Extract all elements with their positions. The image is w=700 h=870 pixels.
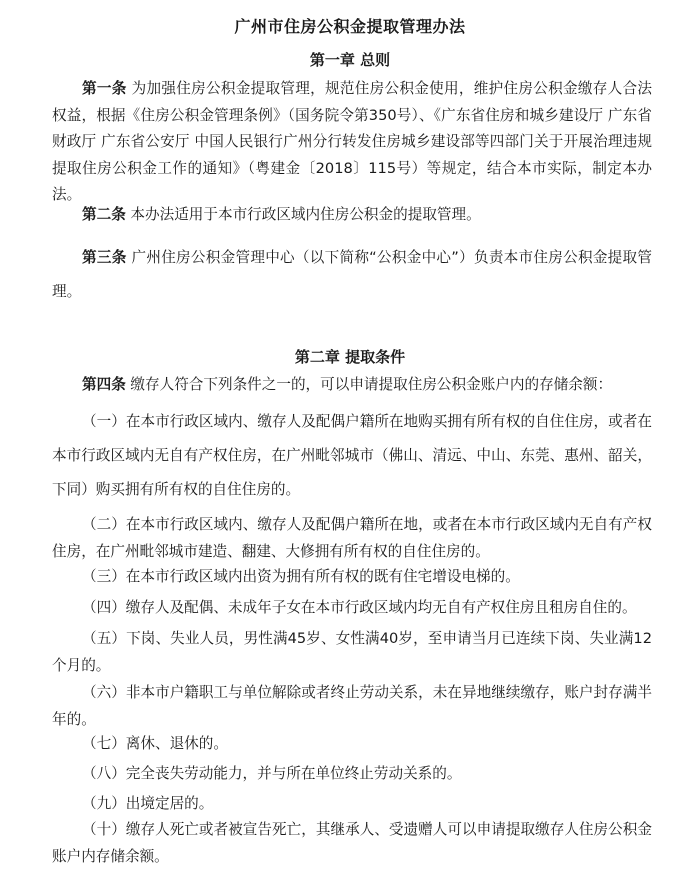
list-item: （六）非本市户籍职工与单位解除或者终止劳动关系，未在异地继续缴存，账户封存满半年的。 [52, 684, 652, 728]
chapter-2-heading: 第二章 提取条件 [294, 348, 406, 366]
list-item: （四）缴存人及配偶、未成年子女在本市行政区域内均无自有产权住房且租房自住的。 [82, 599, 637, 616]
list-item: （十）缴存人死亡或者被宣告死亡，其继承人、受遗赠人可以申请提取缴存人住房公积金账户内存储余额。 [52, 821, 652, 865]
article-2-text: 本办法适用于本市行政区域内住房公积金的提取管理。 [125, 206, 481, 223]
article-3-label: 第三条 [82, 249, 127, 266]
article-3 [52, 241, 652, 309]
article-1 [52, 76, 652, 209]
article-1-text: 为加强住房公积金提取管理，规范住房公积金使用，维护住房公积金缴存人合法权益，根据《住房公积金管理条例》（国务院令第350号）、《广东省住房和城乡建设厅 广东省财政厅 广东省公安厅 中国人民银行广州分行转发住房城乡建设部等四部门关于开展治理违规提取住房公积金工作的通知》（粤建金〔2018〕115号）等规定，结合本市实际，制定本办法。 [52, 80, 652, 203]
list-item: （九）出境定居的。 [82, 795, 214, 812]
list-item: （五）下岗、失业人员，男性满45岁、女性满40岁，至申请当月已连续下岗、失业满12个月的。 [52, 630, 652, 674]
document-title: 广州市住房公积金提取管理办法 [234, 17, 466, 36]
article-4-text: 缴存人符合下列条件之一的，可以申请提取住房公积金账户内的存储余额： [125, 376, 613, 393]
article-2-label: 第二条 [82, 206, 126, 223]
article-3-text: 广州住房公积金管理中心（以下简称“公积金中心”）负责本市住房公积金提取管理。 [52, 249, 652, 300]
article-4-label: 第四条 [82, 376, 126, 393]
list-item: （二）在本市行政区域内、缴存人及配偶户籍所在地，或者在本市行政区域内无自有产权住房，在广州毗邻城市建造、翻建、大修拥有所有权的自住住房的。 [52, 516, 652, 560]
chapter-1-heading: 第一章 总则 [309, 51, 391, 69]
list-item: （一）在本市行政区域内、缴存人及配偶户籍所在地购买拥有所有权的自住住房，或者在本市行政区域内无自有产权住房，在广州毗邻城市（佛山、清远、中山、东莞、惠州、韶关，下同）购买拥有所有权的自住住房的。 [52, 413, 652, 498]
article-1-label: 第一条 [82, 80, 127, 97]
article-4 [52, 372, 652, 399]
list-item: （八）完全丧失劳动能力，并与所在单位终止劳动关系的。 [82, 765, 462, 782]
list-item: （七）离休、退休的。 [82, 735, 228, 752]
article-2 [52, 202, 652, 229]
list-item: （三）在本市行政区域内出资为拥有所有权的既有住宅增设电梯的。 [82, 568, 520, 585]
